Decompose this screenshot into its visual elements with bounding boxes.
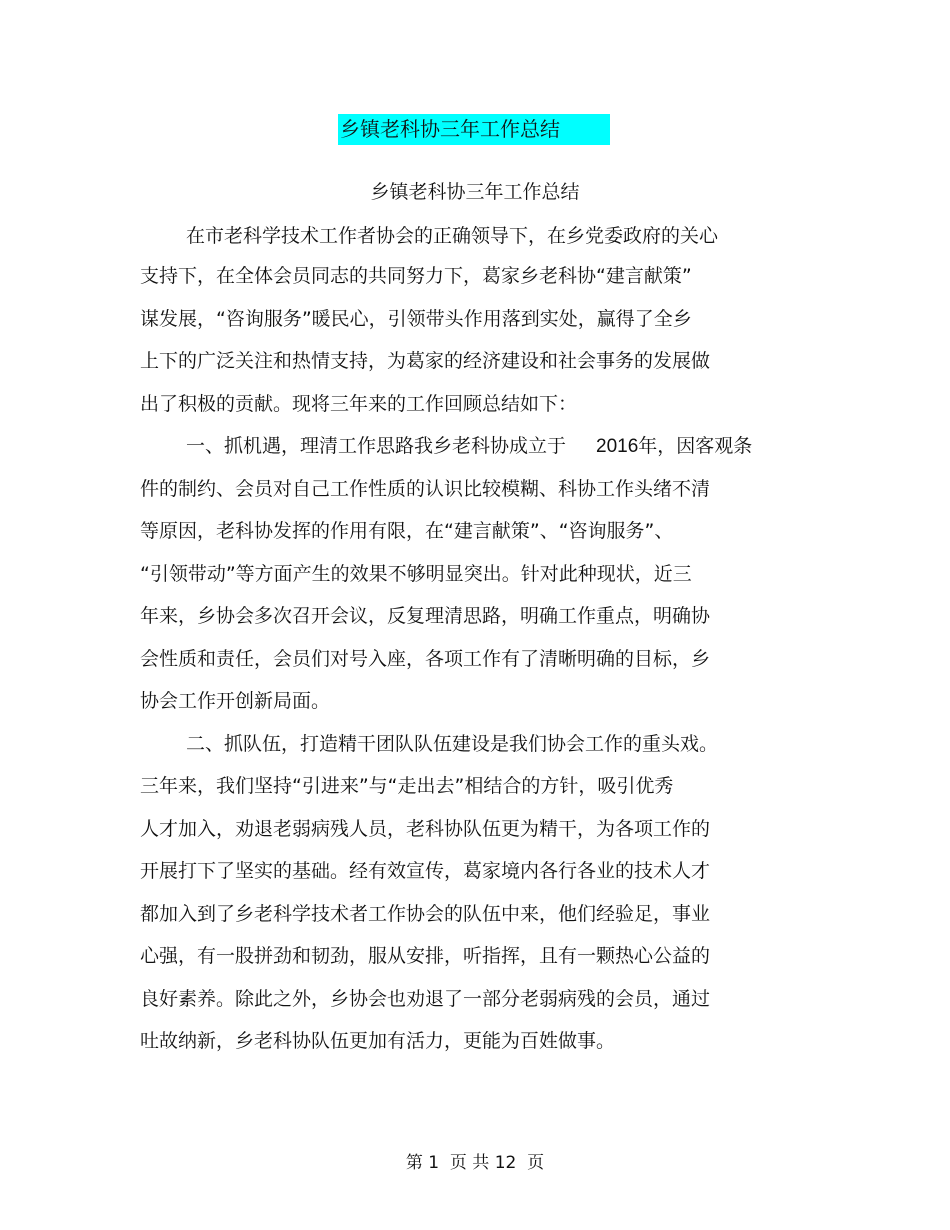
paragraph-line: 二、抓队伍，打造精干团队队伍建设是我们协会工作的重头戏。 xyxy=(186,733,719,755)
paragraph-line-text: 一、抓机遇，理清工作思路我乡老科协成立于 xyxy=(186,435,567,457)
page-heading: 乡镇老科协三年工作总结 xyxy=(338,114,610,145)
paragraph-line-text: 2016年，因客观条 xyxy=(596,436,753,457)
paragraph-line: 开展打下了坚实的基础。经有效宣传，葛家境内各行各业的技术人才 xyxy=(140,860,711,882)
paragraph-line: 人才加入，劝退老弱病残人员，老科协队伍更为精干，为各项工作的 xyxy=(140,818,711,840)
page-number-footer: 第 1 页 共 12 页 xyxy=(405,1153,545,1173)
paragraph-line: 协会工作开创新局面。 xyxy=(140,690,331,712)
paragraph-line: 出了积极的贡献。现将三年来的工作回顾总结如下： xyxy=(140,393,578,415)
paragraph-line: 谋发展，“咨询服务”暖民心，引领带头作用落到实处，赢得了全乡 xyxy=(140,308,692,330)
paragraph-line: 会性质和责任，会员们对号入座，各项工作有了清晰明确的目标，乡 xyxy=(140,648,711,670)
paragraph-line: 件的制约、会员对自己工作性质的认识比较模糊、科协工作头绪不清 xyxy=(140,478,711,500)
paragraph-line: 三年来，我们坚持“引进来”与“走出去”相结合的方针，吸引优秀 xyxy=(140,775,674,797)
paragraph-line: “引领带动”等方面产生的效果不够明显突出。针对此种现状，近三 xyxy=(140,563,692,585)
paragraph-line: 在市老科学技术工作者协会的正确领导下，在乡党委政府的关心 xyxy=(186,225,719,247)
paragraph-line: 良好素养。除此之外，乡协会也劝退了一部分老弱病残的会员，通过 xyxy=(140,988,711,1010)
paragraph-line: 上下的广泛关注和热情支持，为葛家的经济建设和社会事务的发展做 xyxy=(140,350,711,372)
paragraph-line xyxy=(186,432,752,461)
paragraph-line: 都加入到了乡老科学技术者工作协会的队伍中来，他们经验足，事业 xyxy=(140,903,711,925)
paragraph-line: 等原因，老科协发挥的作用有限，在“建言献策”、“咨询服务”、 xyxy=(140,520,674,542)
paragraph-line: 吐故纳新，乡老科协队伍更加有活力，更能为百姓做事。 xyxy=(140,1030,616,1052)
paragraph-line: 支持下，在全体会员同志的共同努力下，葛家乡老科协“建言献策” xyxy=(140,265,692,287)
paragraph-line: 心强，有一股拼劲和韧劲，服从安排，听指挥，且有一颗热心公益的 xyxy=(140,945,711,967)
paragraph-line: 年来，乡协会多次召开会议，反复理清思路，明确工作重点，明确协 xyxy=(140,605,711,627)
document-subtitle: 乡镇老科协三年工作总结 xyxy=(370,181,580,203)
